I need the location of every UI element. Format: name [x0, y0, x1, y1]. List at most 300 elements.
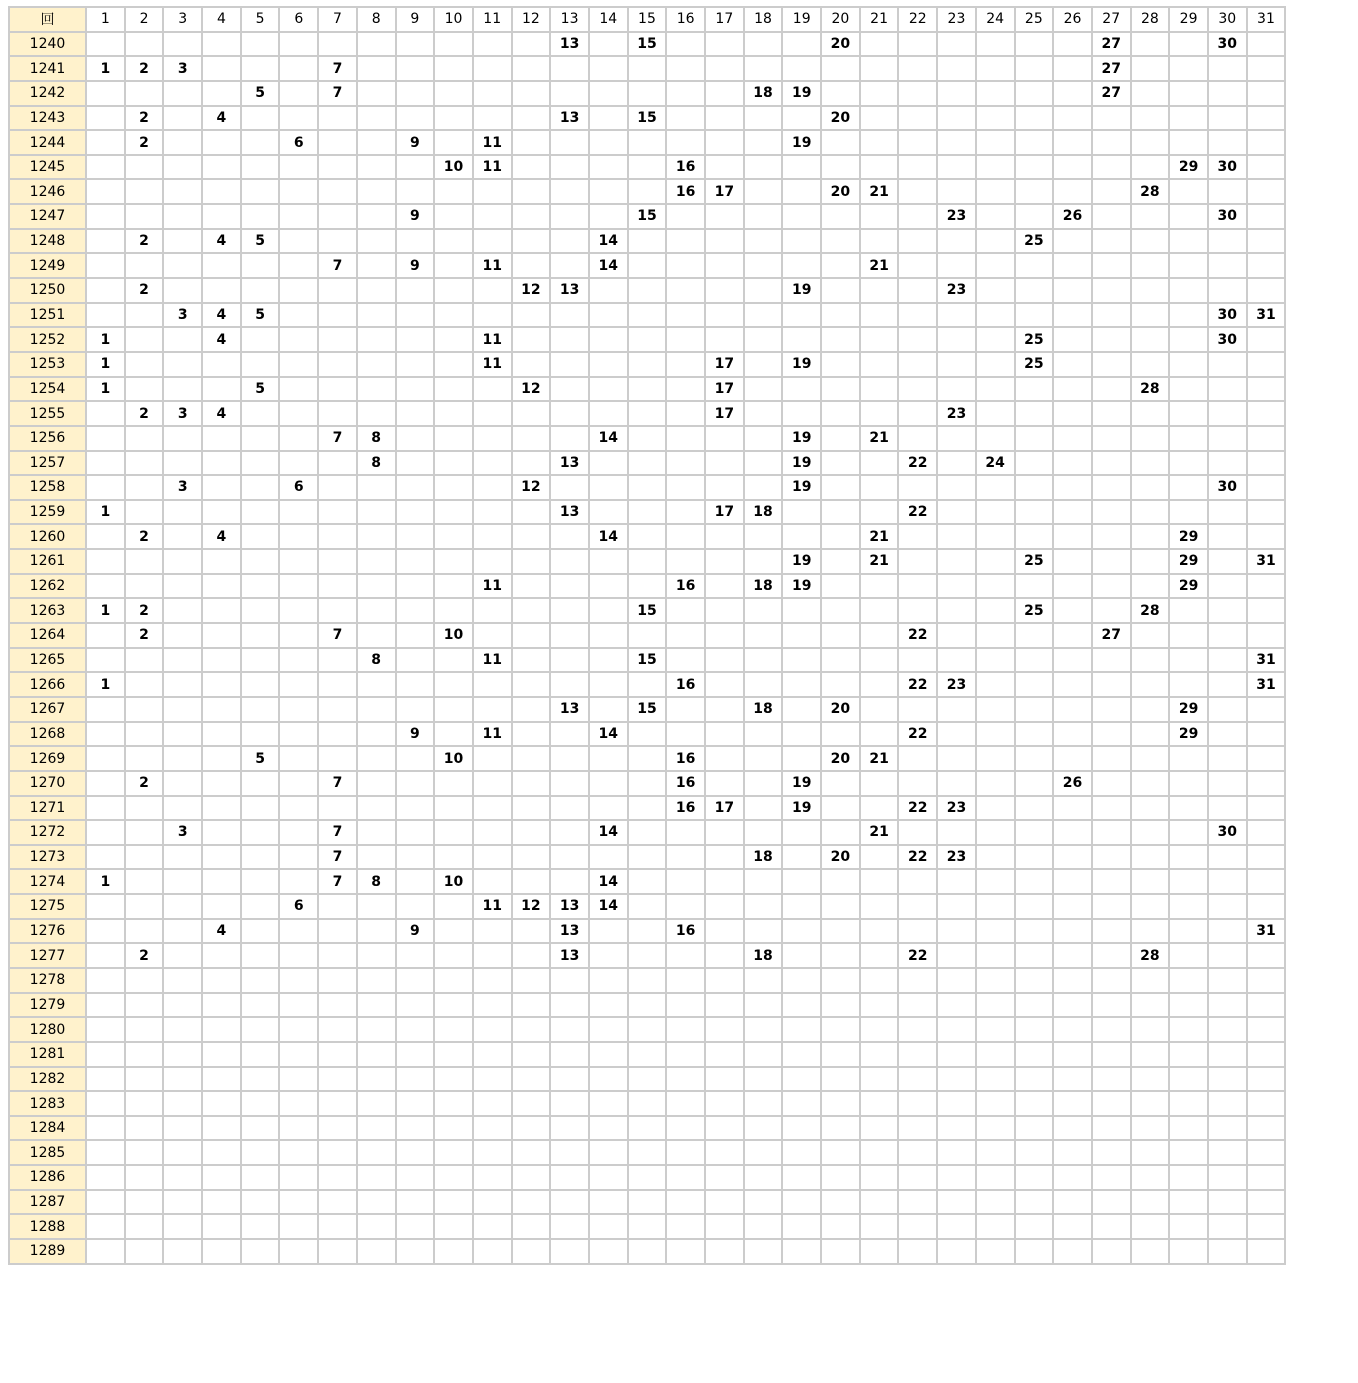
- grid-cell: [550, 549, 589, 574]
- grid-cell: 6: [279, 894, 318, 919]
- grid-cell: [821, 1091, 860, 1116]
- grid-cell: [821, 278, 860, 303]
- grid-cell: [241, 722, 280, 747]
- grid-cell: [821, 327, 860, 352]
- grid-cell: [705, 574, 744, 599]
- grid-cell: [937, 179, 976, 204]
- grid-cell: [125, 1116, 164, 1141]
- grid-cell: [357, 130, 396, 155]
- grid-cell: 13: [550, 919, 589, 944]
- round-label: 1266: [9, 672, 86, 697]
- grid-cell: [782, 598, 821, 623]
- grid-cell: [241, 845, 280, 870]
- round-label: 1260: [9, 524, 86, 549]
- round-label: 1244: [9, 130, 86, 155]
- grid-cell: [1015, 672, 1054, 697]
- grid-cell: 13: [550, 943, 589, 968]
- grid-cell: [705, 993, 744, 1018]
- grid-cell: [666, 229, 705, 254]
- grid-cell: 22: [898, 451, 937, 476]
- grid-cell: [279, 229, 318, 254]
- grid-cell: [821, 894, 860, 919]
- grid-cell: [1015, 500, 1054, 525]
- grid-row: [9, 524, 1285, 549]
- grid-cell: [1053, 253, 1092, 278]
- grid-cell: [434, 475, 473, 500]
- grid-cell: 20: [821, 697, 860, 722]
- grid-cell: [1092, 303, 1131, 328]
- grid-cell: 25: [1015, 327, 1054, 352]
- grid-row: [9, 32, 1285, 57]
- grid-cell: [396, 796, 435, 821]
- grid-cell: [163, 253, 202, 278]
- grid-cell: [318, 1042, 357, 1067]
- grid-cell: [821, 130, 860, 155]
- grid-cell: [279, 968, 318, 993]
- grid-cell: [1208, 968, 1247, 993]
- grid-cell: [860, 1017, 899, 1042]
- grid-cell: [1092, 796, 1131, 821]
- grid-cell: 11: [473, 130, 512, 155]
- grid-cell: [937, 106, 976, 131]
- grid-cell: [434, 1091, 473, 1116]
- grid-cell: [1053, 672, 1092, 697]
- grid-cell: [628, 377, 667, 402]
- grid-cell: [666, 697, 705, 722]
- grid-cell: [1247, 1239, 1286, 1264]
- grid-cell: [821, 155, 860, 180]
- grid-cell: [550, 81, 589, 106]
- grid-cell: [821, 722, 860, 747]
- grid-cell: [937, 1067, 976, 1092]
- grid-cell: 2: [125, 598, 164, 623]
- grid-cell: [589, 1239, 628, 1264]
- grid-cell: [1208, 229, 1247, 254]
- grid-cell: [1131, 401, 1170, 426]
- grid-cell: [898, 574, 937, 599]
- grid-cell: [473, 968, 512, 993]
- grid-cell: [202, 722, 241, 747]
- grid-cell: [473, 598, 512, 623]
- grid-cell: [86, 1091, 125, 1116]
- column-header: 4: [202, 7, 241, 32]
- round-label: 1275: [9, 894, 86, 919]
- grid-cell: [550, 1017, 589, 1042]
- grid-cell: [860, 1214, 899, 1239]
- grid-cell: [782, 229, 821, 254]
- grid-cell: [744, 56, 783, 81]
- grid-cell: [434, 1214, 473, 1239]
- grid-cell: [1092, 1165, 1131, 1190]
- grid-cell: [550, 1067, 589, 1092]
- grid-cell: [512, 32, 551, 57]
- grid-cell: [550, 993, 589, 1018]
- grid-cell: [1247, 229, 1286, 254]
- grid-cell: [628, 1017, 667, 1042]
- grid-cell: [705, 303, 744, 328]
- grid-cell: [357, 771, 396, 796]
- grid-cell: [860, 1140, 899, 1165]
- grid-cell: [705, 746, 744, 771]
- grid-cell: [125, 352, 164, 377]
- grid-cell: [666, 722, 705, 747]
- grid-cell: [86, 574, 125, 599]
- grid-cell: [1208, 894, 1247, 919]
- grid-cell: [357, 352, 396, 377]
- grid-cell: [202, 1239, 241, 1264]
- grid-cell: [1247, 1165, 1286, 1190]
- grid-cell: [473, 869, 512, 894]
- grid-cell: [125, 377, 164, 402]
- grid-cell: [705, 106, 744, 131]
- grid-cell: [1131, 204, 1170, 229]
- grid-cell: [1247, 993, 1286, 1018]
- grid-cell: [279, 845, 318, 870]
- grid-cell: [1092, 229, 1131, 254]
- grid-cell: [1169, 1042, 1208, 1067]
- round-label: 1240: [9, 32, 86, 57]
- grid-cell: [821, 648, 860, 673]
- grid-cell: [1247, 1214, 1286, 1239]
- grid-cell: [396, 327, 435, 352]
- grid-cell: [976, 327, 1015, 352]
- grid-cell: [473, 426, 512, 451]
- grid-cell: 3: [163, 401, 202, 426]
- grid-cell: [628, 56, 667, 81]
- grid-cell: [976, 598, 1015, 623]
- grid-cell: [821, 623, 860, 648]
- grid-cell: [550, 672, 589, 697]
- grid-cell: [976, 796, 1015, 821]
- grid-cell: [976, 401, 1015, 426]
- grid-cell: [241, 1214, 280, 1239]
- grid-cell: [782, 1017, 821, 1042]
- grid-cell: [782, 1067, 821, 1092]
- grid-cell: [666, 475, 705, 500]
- grid-cell: [589, 919, 628, 944]
- grid-cell: [976, 549, 1015, 574]
- grid-cell: [937, 352, 976, 377]
- grid-cell: 21: [860, 426, 899, 451]
- grid-cell: [744, 204, 783, 229]
- round-label: 1256: [9, 426, 86, 451]
- grid-cell: [782, 943, 821, 968]
- grid-cell: [1092, 1214, 1131, 1239]
- grid-cell: [860, 130, 899, 155]
- grid-cell: [279, 1042, 318, 1067]
- grid-cell: [705, 1017, 744, 1042]
- grid-cell: [705, 869, 744, 894]
- round-label: 1274: [9, 869, 86, 894]
- grid-cell: [434, 1165, 473, 1190]
- round-label: 1243: [9, 106, 86, 131]
- grid-cell: [396, 648, 435, 673]
- grid-cell: [550, 377, 589, 402]
- grid-cell: [666, 1042, 705, 1067]
- header-row: [9, 7, 1285, 32]
- grid-cell: [1015, 106, 1054, 131]
- grid-cell: [860, 1116, 899, 1141]
- grid-cell: [512, 426, 551, 451]
- grid-cell: [628, 869, 667, 894]
- grid-cell: 17: [705, 352, 744, 377]
- grid-cell: [125, 32, 164, 57]
- grid-cell: [1053, 549, 1092, 574]
- grid-cell: [1131, 32, 1170, 57]
- round-label: 1283: [9, 1091, 86, 1116]
- grid-cell: [396, 401, 435, 426]
- grid-cell: 2: [125, 56, 164, 81]
- grid-cell: [821, 377, 860, 402]
- grid-cell: [163, 943, 202, 968]
- grid-cell: [1015, 204, 1054, 229]
- grid-cell: [1015, 796, 1054, 821]
- grid-cell: [705, 524, 744, 549]
- grid-cell: [125, 1214, 164, 1239]
- grid-cell: [1015, 179, 1054, 204]
- grid-cell: [396, 1042, 435, 1067]
- column-header: 18: [744, 7, 783, 32]
- grid-cell: [1208, 796, 1247, 821]
- grid-cell: 20: [821, 746, 860, 771]
- grid-cell: [550, 1091, 589, 1116]
- grid-cell: [1169, 56, 1208, 81]
- grid-cell: [1169, 204, 1208, 229]
- grid-cell: [705, 327, 744, 352]
- grid-cell: [473, 919, 512, 944]
- grid-cell: 20: [821, 106, 860, 131]
- grid-cell: [1247, 574, 1286, 599]
- grid-cell: [1053, 894, 1092, 919]
- grid-cell: [396, 32, 435, 57]
- grid-cell: [821, 943, 860, 968]
- grid-cell: [666, 253, 705, 278]
- grid-cell: [782, 746, 821, 771]
- grid-cell: [666, 303, 705, 328]
- grid-cell: 13: [550, 451, 589, 476]
- grid-cell: [705, 845, 744, 870]
- grid-cell: 19: [782, 352, 821, 377]
- grid-cell: [357, 1239, 396, 1264]
- grid-cell: [1131, 1165, 1170, 1190]
- grid-cell: [357, 524, 396, 549]
- round-label: 1262: [9, 574, 86, 599]
- grid-row: [9, 697, 1285, 722]
- grid-cell: [1092, 1140, 1131, 1165]
- grid-cell: [1208, 845, 1247, 870]
- grid-cell: 30: [1208, 204, 1247, 229]
- grid-cell: [589, 1042, 628, 1067]
- grid-cell: [821, 771, 860, 796]
- grid-cell: [512, 130, 551, 155]
- grid-cell: [976, 106, 1015, 131]
- grid-cell: [860, 155, 899, 180]
- grid-cell: [434, 549, 473, 574]
- grid-cell: [279, 1067, 318, 1092]
- grid-cell: [434, 697, 473, 722]
- grid-cell: [434, 56, 473, 81]
- grid-cell: [937, 820, 976, 845]
- grid-cell: [1247, 130, 1286, 155]
- grid-cell: [434, 278, 473, 303]
- grid-cell: 11: [473, 648, 512, 673]
- grid-cell: [1131, 993, 1170, 1018]
- grid-cell: [666, 549, 705, 574]
- grid-cell: [163, 352, 202, 377]
- grid-cell: [1208, 993, 1247, 1018]
- grid-cell: [589, 993, 628, 1018]
- grid-row: [9, 278, 1285, 303]
- grid-cell: [705, 722, 744, 747]
- grid-cell: [1053, 1091, 1092, 1116]
- column-header: 6: [279, 7, 318, 32]
- grid-cell: [782, 204, 821, 229]
- grid-cell: [1169, 1165, 1208, 1190]
- grid-cell: [473, 303, 512, 328]
- grid-cell: [821, 598, 860, 623]
- grid-cell: 31: [1247, 303, 1286, 328]
- grid-cell: [860, 32, 899, 57]
- grid-cell: [898, 106, 937, 131]
- grid-cell: [512, 968, 551, 993]
- grid-cell: [357, 1116, 396, 1141]
- grid-cell: [434, 771, 473, 796]
- grid-cell: 9: [396, 253, 435, 278]
- grid-cell: [279, 179, 318, 204]
- grid-cell: [357, 820, 396, 845]
- column-header: 29: [1169, 7, 1208, 32]
- grid-cell: 21: [860, 820, 899, 845]
- grid-cell: 12: [512, 894, 551, 919]
- grid-cell: [1208, 253, 1247, 278]
- grid-cell: 7: [318, 623, 357, 648]
- grid-cell: [512, 771, 551, 796]
- grid-cell: [1015, 968, 1054, 993]
- grid-cell: [589, 278, 628, 303]
- grid-cell: [821, 524, 860, 549]
- grid-cell: [512, 549, 551, 574]
- round-label: 1273: [9, 845, 86, 870]
- grid-cell: [666, 377, 705, 402]
- grid-cell: [705, 278, 744, 303]
- grid-cell: [202, 549, 241, 574]
- grid-cell: 11: [473, 253, 512, 278]
- grid-cell: [473, 796, 512, 821]
- grid-cell: [241, 1067, 280, 1092]
- grid-cell: [1053, 968, 1092, 993]
- grid-cell: [357, 993, 396, 1018]
- grid-cell: [434, 1140, 473, 1165]
- grid-cell: [1169, 352, 1208, 377]
- grid-cell: [434, 253, 473, 278]
- grid-cell: [125, 919, 164, 944]
- grid-cell: [125, 697, 164, 722]
- grid-cell: [86, 968, 125, 993]
- grid-cell: [1169, 771, 1208, 796]
- grid-cell: 30: [1208, 327, 1247, 352]
- grid-cell: 6: [279, 475, 318, 500]
- grid-cell: [628, 943, 667, 968]
- grid-cell: [241, 894, 280, 919]
- grid-cell: [512, 648, 551, 673]
- grid-cell: 31: [1247, 549, 1286, 574]
- grid-cell: [1015, 1239, 1054, 1264]
- grid-cell: [1131, 623, 1170, 648]
- grid-cell: [744, 303, 783, 328]
- grid-cell: [821, 1042, 860, 1067]
- grid-row: [9, 56, 1285, 81]
- grid-cell: [628, 1140, 667, 1165]
- grid-cell: [202, 796, 241, 821]
- grid-row: [9, 1140, 1285, 1165]
- grid-row: [9, 1214, 1285, 1239]
- grid-cell: [1208, 648, 1247, 673]
- grid-cell: [1247, 106, 1286, 131]
- grid-cell: [550, 1239, 589, 1264]
- grid-cell: [898, 1140, 937, 1165]
- grid-cell: 12: [512, 278, 551, 303]
- grid-cell: [1169, 1017, 1208, 1042]
- grid-cell: [1131, 1017, 1170, 1042]
- grid-cell: [434, 722, 473, 747]
- grid-cell: 24: [976, 451, 1015, 476]
- grid-cell: [1208, 179, 1247, 204]
- grid-row: [9, 1067, 1285, 1092]
- grid-cell: [163, 574, 202, 599]
- grid-cell: [357, 919, 396, 944]
- grid-cell: [125, 894, 164, 919]
- round-label: 1281: [9, 1042, 86, 1067]
- grid-cell: [163, 1091, 202, 1116]
- grid-cell: [976, 204, 1015, 229]
- grid-cell: [357, 278, 396, 303]
- grid-cell: [1092, 451, 1131, 476]
- grid-cell: [202, 179, 241, 204]
- grid-cell: [860, 451, 899, 476]
- grid-cell: [705, 426, 744, 451]
- grid-cell: [937, 475, 976, 500]
- grid-cell: [782, 377, 821, 402]
- grid-cell: [357, 1190, 396, 1215]
- grid-cell: [318, 106, 357, 131]
- grid-cell: [163, 796, 202, 821]
- grid-cell: [860, 106, 899, 131]
- grid-cell: [202, 475, 241, 500]
- grid-cell: [512, 327, 551, 352]
- grid-cell: [589, 1017, 628, 1042]
- grid-cell: [976, 352, 1015, 377]
- grid-cell: 17: [705, 796, 744, 821]
- grid-cell: [1247, 722, 1286, 747]
- grid-cell: [1131, 796, 1170, 821]
- grid-cell: [512, 81, 551, 106]
- grid-cell: [1247, 179, 1286, 204]
- grid-cell: [782, 1190, 821, 1215]
- grid-cell: [357, 1042, 396, 1067]
- grid-cell: 31: [1247, 648, 1286, 673]
- grid-cell: [241, 500, 280, 525]
- grid-cell: [550, 1116, 589, 1141]
- grid-cell: [163, 451, 202, 476]
- grid-cell: [976, 32, 1015, 57]
- grid-cell: 2: [125, 524, 164, 549]
- grid-cell: [434, 524, 473, 549]
- grid-cell: [1247, 278, 1286, 303]
- grid-cell: [357, 623, 396, 648]
- grid-cell: [163, 155, 202, 180]
- grid-cell: 6: [279, 130, 318, 155]
- grid-cell: [666, 1116, 705, 1141]
